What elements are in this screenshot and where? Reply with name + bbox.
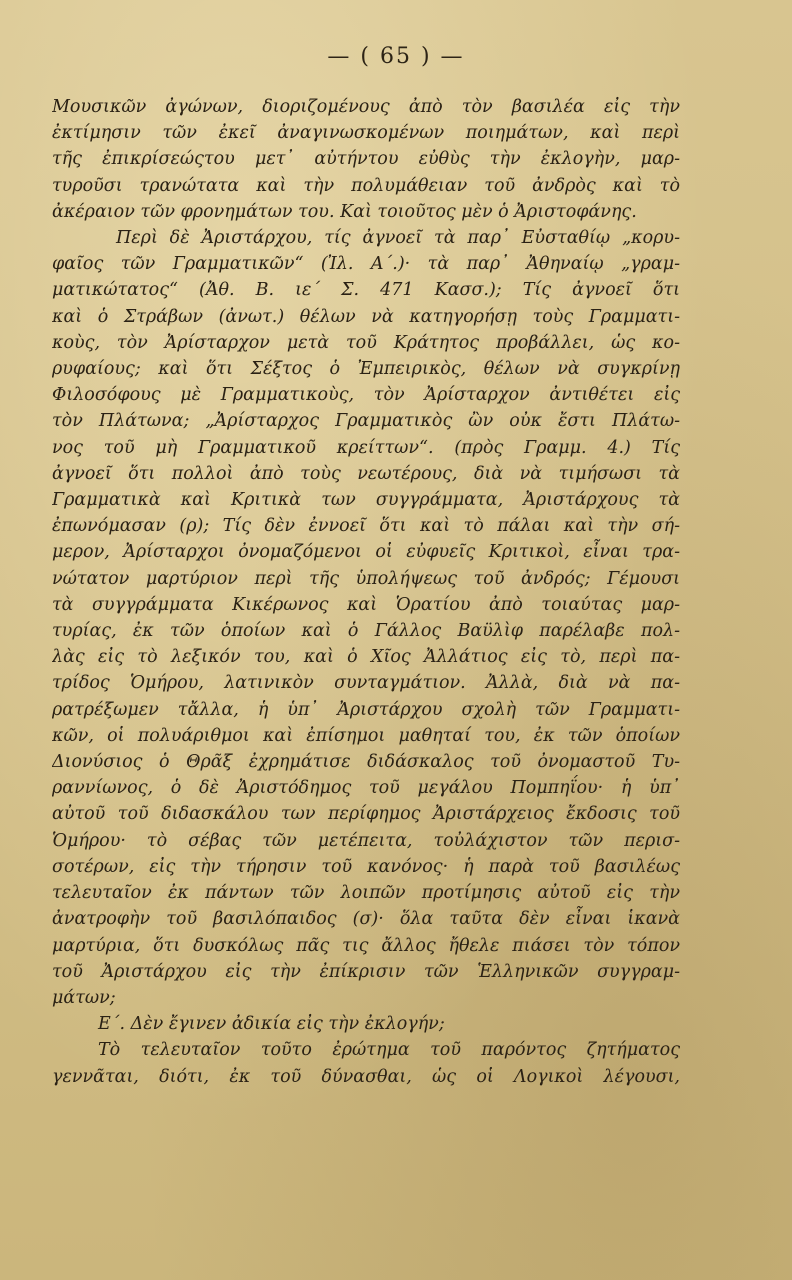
text-line: αὐτοῦ τοῦ διδασκάλου των περίφημος Ἀριστάρχειος ἔκδοσις τοῦ	[52, 804, 680, 825]
text-line: τὸν Πλάτωνα; „Ἀρίσταρχος Γραμματικὸς ὢν οὐκ ἔστι Πλάτω-	[52, 411, 680, 432]
text-line: κῶν, οἱ πολυάριθμοι καὶ ἐπίσημοι μαθηταί του, ἐκ τῶν ὁποίων	[52, 725, 680, 746]
text-line: ἀνατροφὴν τοῦ βασιλόπαιδος (σ)· ὅλα ταῦτα δὲν εἶναι ἱκανὰ	[52, 909, 680, 930]
text-line: Μουσικῶν ἀγώνων, διοριζομένους ἀπὸ τὸν βασιλέα εἰς τὴν	[52, 97, 680, 117]
text-line: σοτέρων, εἰς τὴν τήρησιν τοῦ κανόνος· ἡ παρὰ τοῦ βασιλέως	[52, 856, 680, 877]
text-line: γεννᾶται, διότι, ἐκ τοῦ δύνασθαι, ὡς οἱ Λογικοὶ λέγουσι,	[52, 1066, 680, 1087]
text-line: ρατρέξωμεν τἄλλα, ἡ ὑπ᾽ Ἀριστάρχου σχολὴ τῶν Γραμματι-	[52, 699, 680, 720]
text-line: φαῖος τῶν Γραμματικῶν“ (Ἰλ. Α΄.)· τὰ παρ᾽ Ἀθηναίῳ „γραμ-	[52, 254, 680, 275]
text-line: τοῦ Ἀριστάρχου εἰς τὴν ἐπίκρισιν τῶν Ἑλληνικῶν συγγραμ-	[52, 961, 680, 982]
text-line: Διονύσιος ὁ Θρᾶξ ἐχρημάτισε διδάσκαλος τοῦ ὀνομαστοῦ Τυ-	[52, 752, 680, 773]
text-line: Φιλοσόφους μὲ Γραμματικοὺς, τὸν Ἀρίσταρχον ἀντιθέτει εἰς	[52, 385, 680, 406]
text-line: ἐκτίμησιν τῶν ἐκεῖ ἀναγινωσκομένων ποιημάτων, καὶ περὶ	[52, 123, 680, 144]
text-line: Περὶ δὲ Ἀριστάρχου, τίς ἀγνοεῖ τὰ παρ᾽ Εὐσταθίῳ „κορυ-	[116, 228, 680, 249]
text-line: τυροῦσι τρανώτατα καὶ τὴν πολυμάθειαν τοῦ ἀνδρὸς καὶ τὸ	[52, 175, 680, 196]
text-line: τὰ συγγράμματα Κικέρωνος καὶ Ὁρατίου ἀπὸ τοιαύτας μαρ-	[52, 594, 680, 615]
text-line: ἀκέραιον τῶν φρονημάτων του. Καὶ τοιοῦτος μὲν ὁ Ἀριστοφάνης.	[52, 201, 637, 222]
text-line: μερον, Ἀρίσταρχοι ὀνομαζόμενοι οἱ εὐφυεῖς Κριτικοὶ, εἶναι τρα-	[52, 542, 680, 563]
text-line: Ὁμήρου· τὸ σέβας τῶν μετέπειτα, τοὐλάχιστον τῶν περισ-	[52, 830, 680, 851]
body-text	[52, 94, 680, 1090]
text-line: νώτατον μαρτύριον περὶ τῆς ὑπολήψεως τοῦ ἀνδρός; Γέμουσι	[52, 568, 680, 589]
section-heading: Ε΄. Δὲν ἔγινεν ἀδικία εἰς τὴν ἐκλογήν;	[98, 1014, 445, 1035]
text-line: κοὺς, τὸν Ἀρίσταρχον μετὰ τοῦ Κράτητος προβάλλει, ὡς κο-	[52, 332, 680, 353]
text-line: τελευταῖον ἐκ πάντων τῶν λοιπῶν προτίμησις αὐτοῦ εἰς τὴν	[52, 883, 680, 904]
text-line: τρίδος Ὁμήρου, λατινικὸν συνταγμάτιον. Ἀλλὰ, διὰ νὰ πα-	[52, 673, 680, 694]
text-line: τυρίας, ἐκ τῶν ὁποίων καὶ ὁ Γάλλος Βαϋλὶφ παρέλαβε πολ-	[52, 621, 680, 642]
text-line: τῆς ἐπικρίσεώςτου μετ᾽ αὐτήντου εὐθὺς τὴν ἐκλογὴν, μαρ-	[52, 149, 680, 170]
text-line: μαρτύρια, ὅτι δυσκόλως πᾶς τις ἄλλος ἤθελε πιάσει τὸν τόπον	[52, 935, 680, 956]
text-line: καὶ ὁ Στράβων (ἀνωτ.) θέλων νὰ κατηγορήσῃ τοὺς Γραμματι-	[52, 306, 680, 327]
text-line: ματικώτατος“ (Ἀθ. Β. ιε΄ Σ. 471 Κασσ.); Τίς ἀγνοεῖ ὅτι	[52, 280, 680, 301]
text-line: Γραμματικὰ καὶ Κριτικὰ των συγγράμματα, Ἀριστάρχους τὰ	[52, 490, 680, 511]
text-line: Τὸ τελευταῖον τοῦτο ἐρώτημα τοῦ παρόντος ζητήματος	[98, 1040, 680, 1061]
text-line: ρυφαίους; καὶ ὅτι Σέξτος ὁ Ἐμπειρικὸς, θέλων νὰ συγκρίνῃ	[52, 359, 680, 380]
text-line: ἀγνοεῖ ὅτι πολλοὶ ἀπὸ τοὺς νεωτέρους, διὰ νὰ τιμήσωσι τὰ	[52, 463, 680, 484]
text-line: ραννίωνος, ὁ δὲ Ἀριστόδημος τοῦ μεγάλου Πομπηΐου· ἡ ὑπ᾽	[52, 778, 680, 799]
text-line: ἐπωνόμασαν (ρ); Τίς δὲν ἐννοεῖ ὅτι καὶ τὸ πάλαι καὶ τὴν σή-	[52, 516, 680, 537]
page-number: — ( 65 ) —	[327, 44, 465, 69]
text-line: λὰς εἰς τὸ λεξικόν του, καὶ ὁ Χῖος Ἀλλάτιος εἰς τὸ, περὶ πα-	[52, 647, 680, 668]
text-line: μάτων;	[52, 987, 116, 1008]
text-line: νος τοῦ μὴ Γραμματικοῦ κρείττων“. (πρὸς Γραμμ. 4.) Τίς	[52, 437, 680, 458]
